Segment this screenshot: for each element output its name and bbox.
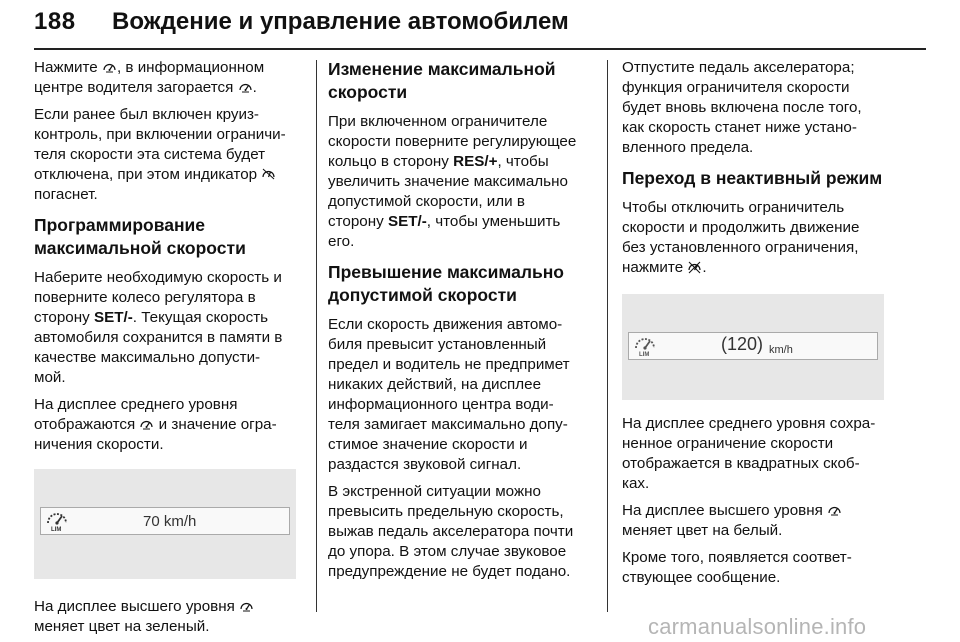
speed-limiter-icon	[239, 599, 254, 613]
paragraph: Если скорость движения автомо- биля превысит установленный предел и водитель не предпримет никаких действий, на дисплее информационного центра води- теля замигает максимально допу- стимое значение скорости и раздастся звуковой сигнал.	[328, 316, 570, 473]
svg-text:LIM: LIM	[51, 527, 62, 532]
display-panel	[628, 332, 878, 360]
set-key-label: SET/-	[387, 213, 427, 230]
paragraph: При включенном ограничителе скорости поверните регулирующее кольцо в сторону RES/+, чтобы увеличить значение максимально допустимой скорости, или в сторону SET/-, чтобы уменьшить его.	[328, 113, 577, 250]
column-left	[34, 58, 322, 642]
set-key-label: SET/-	[93, 309, 133, 326]
page-title: Вождение и управление автомобилем	[112, 8, 569, 35]
page-header	[34, 6, 926, 50]
mid-level-display-figure	[622, 294, 884, 400]
svg-text:LIM: LIM	[639, 352, 650, 357]
paragraph: Наберите необходимую скорость и поверните колесо регулятора в сторону SET/-. Текущая скорость автомобиля сохранится в памяти в качестве максимально допусти- мой.	[34, 269, 283, 386]
paragraph: Если ранее был включен круиз- контроль, при включении ограничи- теля скорости эта система будет отключена, при этом индикатор погаснет.	[34, 106, 286, 203]
paragraph: На дисплее высшего уровня меняет цвет на белый.	[622, 501, 922, 541]
paragraph: В экстренной ситуации можно превысить предельную скорость, выжав педаль акселератора почти до упора. В этом случае звуковое предупреждение не будет подано.	[328, 483, 574, 580]
stored-limit-value: (120)	[721, 334, 764, 354]
speed-limiter-icon	[45, 510, 69, 532]
paragraph: Отпустите педаль акселератора; функция ограничителя скорости будет вновь включена после того, как скорость станет ниже устано- вленного предела.	[622, 59, 862, 156]
res-key-label: RES/+	[453, 153, 498, 170]
section-heading: Переход в неактивный режим	[622, 168, 883, 188]
display-panel	[40, 507, 290, 535]
cancel-limiter-icon	[687, 260, 702, 274]
mid-level-display-figure	[34, 469, 296, 579]
speed-limiter-icon	[238, 80, 253, 94]
section-heading: Превышение максимально допустимой скорости	[328, 262, 564, 305]
section-heading: Изменение максимальной скорости	[328, 59, 556, 102]
speed-limiter-icon	[102, 60, 117, 74]
cruise-off-indicator-icon	[261, 167, 276, 181]
speed-limiter-icon	[633, 335, 657, 357]
page-number: 188	[34, 8, 76, 35]
speed-limiter-icon	[827, 503, 842, 517]
paragraph: Нажмите , в информационном центре водителя загорается .	[34, 59, 265, 96]
paragraph: На дисплее среднего уровня отображаются и значение огра- ничения скорости.	[34, 396, 277, 453]
column-right	[622, 58, 922, 595]
limit-speed-value: 70 km/h	[143, 513, 197, 530]
section-heading: Программирование максимальной скорости	[34, 215, 246, 258]
column-middle	[328, 58, 612, 589]
paragraph: Кроме того, появляется соответ- ствующее сообщение.	[622, 549, 852, 586]
speed-unit: km/h	[769, 344, 793, 356]
paragraph: Чтобы отключить ограничитель скорости и продолжить движение без установленного ограничения, нажмите .	[622, 199, 860, 276]
speed-limiter-icon	[139, 417, 154, 431]
paragraph: На дисплее среднего уровня сохра- ненное ограничение скорости отображается в квадратных скоб- ках.	[622, 415, 876, 492]
paragraph: На дисплее высшего уровня меняет цвет на зеленый.	[34, 597, 322, 637]
watermark: carmanualsonline.info	[648, 614, 867, 639]
